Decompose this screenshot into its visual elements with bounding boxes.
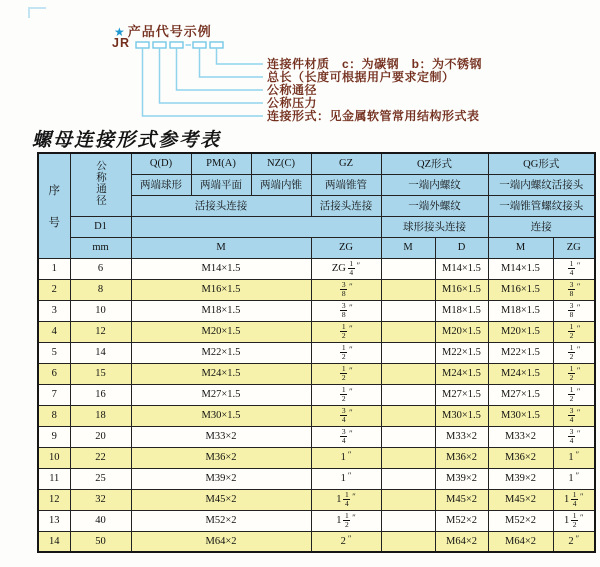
qz-d-cell: M33×2 (435, 426, 488, 447)
header-row-1 (38, 153, 595, 174)
header-col-qd: Q(D) (131, 153, 191, 174)
qz-d-cell: M64×2 (435, 531, 488, 552)
dn-cell: 25 (70, 468, 131, 489)
qz-d-cell: M16×1.5 (435, 279, 488, 300)
m-thread-cell: M20×1.5 (131, 321, 311, 342)
qz-m-cell (381, 363, 435, 384)
nut-connection-reference-table (37, 152, 596, 553)
dn-cell: 16 (70, 384, 131, 405)
table-row (38, 363, 595, 384)
qg-zg-cell: $\frac{1}{2}$ ″ (553, 363, 595, 384)
m-thread-cell: M22×1.5 (131, 342, 311, 363)
qg-m-cell: M22×1.5 (488, 342, 553, 363)
code-box-5 (210, 42, 223, 48)
qz-m-cell (381, 321, 435, 342)
qg-m-cell: M33×2 (488, 426, 553, 447)
gz-cell: ZG $\frac{1}{4}$ ″ (311, 258, 381, 279)
product-code-prefix: JR (112, 36, 130, 50)
header-m-group-desc: 活接头连接 (131, 195, 311, 216)
header-pm-desc: 两端平面 (191, 174, 251, 195)
header-dn-label: 公称通径 (95, 160, 106, 207)
qz-d-cell: M24×1.5 (435, 363, 488, 384)
header-gz-desc2: 活接头连接 (311, 195, 381, 216)
seq-cell: 7 (38, 384, 70, 405)
dn-cell: 8 (70, 279, 131, 300)
seq-cell: 9 (38, 426, 70, 447)
header-col-qg: QG形式 (488, 153, 595, 174)
table-row (38, 426, 595, 447)
m-thread-cell: M18×1.5 (131, 300, 311, 321)
header-empty (131, 216, 381, 237)
qg-m-cell: M39×2 (488, 468, 553, 489)
m-thread-cell: M52×2 (131, 510, 311, 531)
table-header (38, 153, 595, 258)
qz-d-cell: M45×2 (435, 489, 488, 510)
m-thread-cell: M14×1.5 (131, 258, 311, 279)
qz-d-cell: M20×1.5 (435, 321, 488, 342)
gz-cell: 1 ″ (311, 447, 381, 468)
qg-zg-cell: $\frac{1}{2}$ ″ (553, 384, 595, 405)
header-qd-desc: 两端球形 (131, 174, 191, 195)
table-row (38, 321, 595, 342)
qg-m-cell: M20×1.5 (488, 321, 553, 342)
diagram-label-connection: 连接形式：见金属软管常用结构形式表 (267, 109, 480, 123)
table-row (38, 384, 595, 405)
qg-m-cell: M45×2 (488, 489, 553, 510)
gz-cell: 1 $\frac{1}{2}$ ″ (311, 510, 381, 531)
qz-m-cell (381, 426, 435, 447)
qz-m-cell (381, 468, 435, 489)
star-icon: ★ (114, 25, 126, 39)
gz-cell: 1 ″ (311, 468, 381, 489)
diagram-label-length: 总长（长度可根据用户要求定制） (267, 69, 455, 84)
diagram-label-pressure: 公称压力 (267, 95, 318, 110)
seq-cell: 1 (38, 258, 70, 279)
seq-cell: 5 (38, 342, 70, 363)
qg-zg-cell: $\frac{3}{8}$ ″ (553, 300, 595, 321)
qg-m-cell: M52×2 (488, 510, 553, 531)
dn-cell: 12 (70, 321, 131, 342)
header-seq-char-1: 序 (48, 184, 60, 197)
gz-cell: $\frac{3}{4}$ ″ (311, 426, 381, 447)
header-unit-qz-m: M (381, 237, 435, 258)
qz-d-cell: M30×1.5 (435, 405, 488, 426)
header-unit-m: M (131, 237, 311, 258)
qz-m-cell (381, 447, 435, 468)
dn-cell: 20 (70, 426, 131, 447)
code-box-4 (193, 42, 206, 48)
qg-zg-cell: $\frac{3}{4}$ ″ (553, 405, 595, 426)
diagram-label-diameter: 公称通径 (267, 82, 318, 97)
dn-cell: 32 (70, 489, 131, 510)
qg-zg-cell: 1 $\frac{1}{4}$ ″ (553, 489, 595, 510)
qz-d-cell: M14×1.5 (435, 258, 488, 279)
seq-cell: 14 (38, 531, 70, 552)
qg-zg-cell: 1 $\frac{1}{2}$ ″ (553, 510, 595, 531)
header-unit-zg: ZG (311, 237, 381, 258)
table-row (38, 447, 595, 468)
gz-cell: $\frac{1}{2}$ ″ (311, 363, 381, 384)
table-row (38, 342, 595, 363)
header-gz-desc: 两端锥管 (311, 174, 381, 195)
code-box-2 (153, 42, 166, 48)
table-row (38, 405, 595, 426)
table-row (38, 510, 595, 531)
dn-cell: 50 (70, 531, 131, 552)
qg-m-cell: M36×2 (488, 447, 553, 468)
qz-d-cell: M36×2 (435, 447, 488, 468)
qg-zg-cell: 1 ″ (553, 468, 595, 489)
qz-m-cell (381, 489, 435, 510)
qg-zg-cell: $\frac{3}{8}$ ″ (553, 279, 595, 300)
header-row-5 (38, 237, 595, 258)
leader-line-2 (200, 48, 264, 77)
seq-cell: 4 (38, 321, 70, 342)
gz-cell: $\frac{1}{2}$ ″ (311, 342, 381, 363)
qg-m-cell: M14×1.5 (488, 258, 553, 279)
qg-zg-cell: $\frac{1}{4}$ ″ (553, 258, 595, 279)
gz-cell: $\frac{1}{2}$ ″ (311, 321, 381, 342)
seq-cell: 6 (38, 363, 70, 384)
qg-m-cell: M16×1.5 (488, 279, 553, 300)
table-row (38, 279, 595, 300)
header-row-4 (38, 216, 595, 237)
gz-cell: $\frac{3}{8}$ ″ (311, 300, 381, 321)
qz-m-cell (381, 384, 435, 405)
seq-cell: 2 (38, 279, 70, 300)
seq-cell: 10 (38, 447, 70, 468)
qz-m-cell (381, 531, 435, 552)
header-qz-desc2: 一端外螺纹 (381, 195, 488, 216)
qz-m-cell (381, 300, 435, 321)
qg-zg-cell: $\frac{1}{2}$ ″ (553, 321, 595, 342)
header-unit-qg-m: M (488, 237, 553, 258)
code-box-1 (136, 42, 149, 48)
dn-cell: 15 (70, 363, 131, 384)
qg-m-cell: M18×1.5 (488, 300, 553, 321)
table-title: 螺母连接形式参考表 (32, 130, 222, 151)
qz-d-cell: M52×2 (435, 510, 488, 531)
table-row (38, 468, 595, 489)
qg-zg-cell: $\frac{1}{2}$ ″ (553, 342, 595, 363)
m-thread-cell: M33×2 (131, 426, 311, 447)
qg-zg-cell: 2 ″ (553, 531, 595, 552)
m-thread-cell: M16×1.5 (131, 279, 311, 300)
header-qg-desc: 一端内螺纹活接头 (488, 174, 595, 195)
gz-cell: 1 $\frac{1}{4}$ ″ (311, 489, 381, 510)
m-thread-cell: M64×2 (131, 531, 311, 552)
qz-d-cell: M39×2 (435, 468, 488, 489)
table-body (38, 258, 595, 552)
gz-cell: $\frac{3}{8}$ ″ (311, 279, 381, 300)
m-thread-cell: M39×2 (131, 468, 311, 489)
header-nz-desc: 两端内锥 (251, 174, 311, 195)
dn-cell: 18 (70, 405, 131, 426)
seq-cell: 8 (38, 405, 70, 426)
m-thread-cell: M27×1.5 (131, 384, 311, 405)
leader-line-4 (160, 48, 264, 103)
dn-cell: 10 (70, 300, 131, 321)
qz-m-cell (381, 510, 435, 531)
header-seq (38, 153, 70, 258)
header-d1: D1 (70, 216, 131, 237)
header-col-qz: QZ形式 (381, 153, 488, 174)
dn-cell: 40 (70, 510, 131, 531)
code-box-3 (170, 42, 183, 48)
qg-zg-cell: $\frac{3}{4}$ ″ (553, 426, 595, 447)
gz-cell: $\frac{1}{2}$ ″ (311, 384, 381, 405)
qg-m-cell: M64×2 (488, 531, 553, 552)
table-row (38, 531, 595, 552)
seq-cell: 13 (38, 510, 70, 531)
header-col-nz: NZ(C) (251, 153, 311, 174)
header-unit-qg-zg: ZG (553, 237, 595, 258)
m-thread-cell: M45×2 (131, 489, 311, 510)
header-unit-qz-d: D (435, 237, 488, 258)
gz-cell: 2 ″ (311, 531, 381, 552)
qz-d-cell: M22×1.5 (435, 342, 488, 363)
dn-cell: 6 (70, 258, 131, 279)
table-row (38, 300, 595, 321)
qz-m-cell (381, 405, 435, 426)
leader-line-1 (217, 48, 264, 64)
header-qg-desc3: 连接 (488, 216, 595, 237)
leader-line-3 (177, 48, 264, 90)
m-thread-cell: M30×1.5 (131, 405, 311, 426)
header-qg-desc2: 一端锥管螺纹接头 (488, 195, 595, 216)
header-seq-char-2: 号 (48, 216, 60, 229)
qz-m-cell (381, 279, 435, 300)
header-dn (70, 153, 131, 216)
qg-m-cell: M30×1.5 (488, 405, 553, 426)
qg-zg-cell: 1 ″ (553, 447, 595, 468)
m-thread-cell: M36×2 (131, 447, 311, 468)
seq-cell: 3 (38, 300, 70, 321)
header-qz-desc: 一端内螺纹 (381, 174, 488, 195)
qz-m-cell (381, 342, 435, 363)
gz-cell: $\frac{3}{4}$ ″ (311, 405, 381, 426)
dn-cell: 14 (70, 342, 131, 363)
header-mm: mm (70, 237, 131, 258)
diagram-label-material: 连接件材质 c：为碳钢 b：为不锈钢 (267, 56, 483, 71)
header-col-gz: GZ (311, 153, 381, 174)
product-code-example-label: 产品代号示例 (127, 24, 212, 39)
leader-line-5 (143, 48, 264, 116)
dn-cell: 22 (70, 447, 131, 468)
m-thread-cell: M24×1.5 (131, 363, 311, 384)
qg-m-cell: M27×1.5 (488, 384, 553, 405)
qz-m-cell (381, 258, 435, 279)
header-qz-desc3: 球形接头连接 (381, 216, 488, 237)
qz-d-cell: M27×1.5 (435, 384, 488, 405)
qg-m-cell: M24×1.5 (488, 363, 553, 384)
seq-cell: 12 (38, 489, 70, 510)
table-row (38, 258, 595, 279)
table-row (38, 489, 595, 510)
header-col-pm: PM(A) (191, 153, 251, 174)
qz-d-cell: M18×1.5 (435, 300, 488, 321)
seq-cell: 11 (38, 468, 70, 489)
